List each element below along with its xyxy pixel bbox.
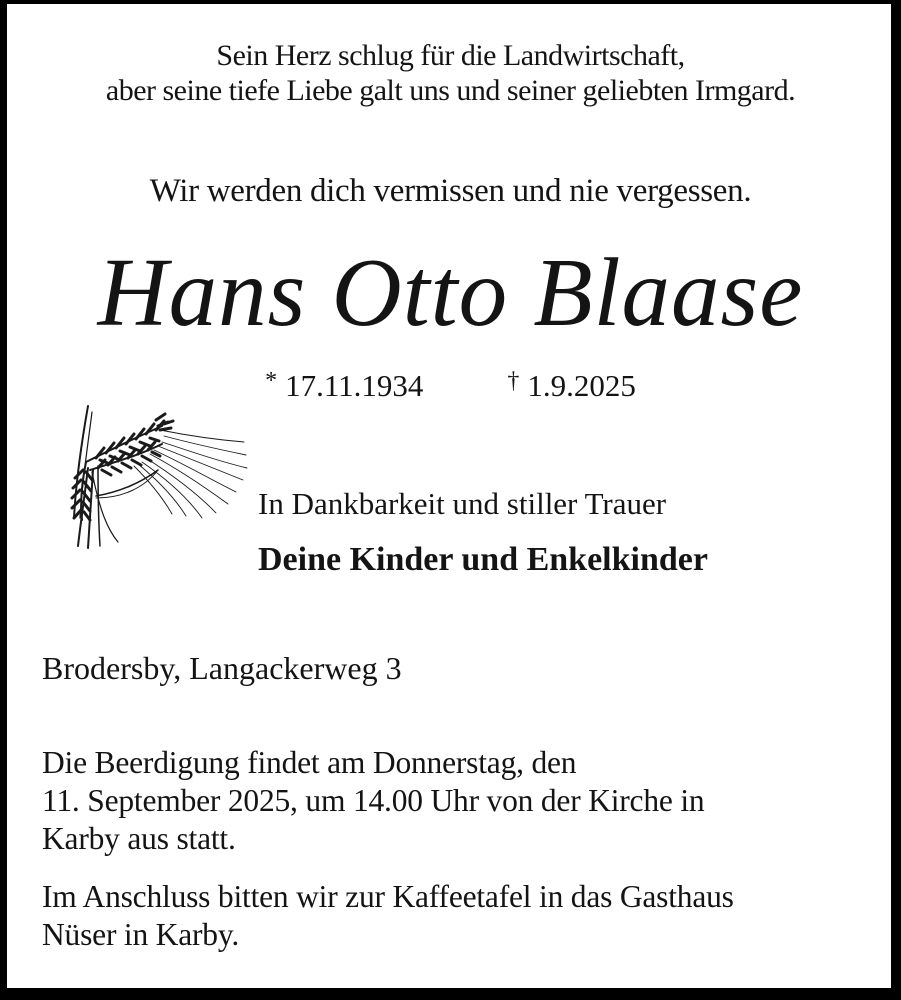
epitaph-verse bbox=[0, 38, 901, 108]
funeral-line-1: Die Beerdigung findet am Donnerstag, den bbox=[42, 745, 577, 780]
funeral-line-2: 11. September 2025, um 14.00 Uhr von der Kirche in bbox=[42, 783, 705, 818]
wheat-ears-icon bbox=[30, 400, 250, 552]
birth-date-group bbox=[265, 364, 423, 411]
death-date-group bbox=[507, 364, 636, 411]
mourners-line: Deine Kinder und Enkelkinder bbox=[258, 541, 708, 578]
address-line: Brodersby, Langackerweg 3 bbox=[42, 650, 402, 686]
epitaph-line-1: Sein Herz schlug für die Landwirtschaft, bbox=[216, 39, 685, 72]
funeral-line-3: Karby aus statt. bbox=[42, 821, 236, 856]
deceased-name: Hans Otto Blaase bbox=[97, 239, 804, 346]
death-cross-symbol: † bbox=[507, 368, 520, 394]
reception-line-1: Im Anschluss bitten wir zur Kaffeetafel in das Gasthaus bbox=[42, 879, 734, 914]
farewell-line: Wir werden dich vermissen und nie vergessen. bbox=[149, 173, 752, 209]
reception-details bbox=[42, 878, 851, 954]
epitaph-line-2: aber seine tiefe Liebe galt uns und seiner geliebten Irmgard. bbox=[105, 74, 796, 107]
gratitude-line: In Dankbarkeit und stiller Trauer bbox=[258, 486, 667, 521]
death-date: 1.9.2025 bbox=[527, 368, 636, 403]
birth-star-symbol: * bbox=[265, 368, 278, 394]
funeral-details bbox=[42, 744, 851, 858]
reception-line-2: Nüser in Karby. bbox=[42, 917, 240, 952]
birth-date: 17.11.1934 bbox=[285, 368, 424, 403]
